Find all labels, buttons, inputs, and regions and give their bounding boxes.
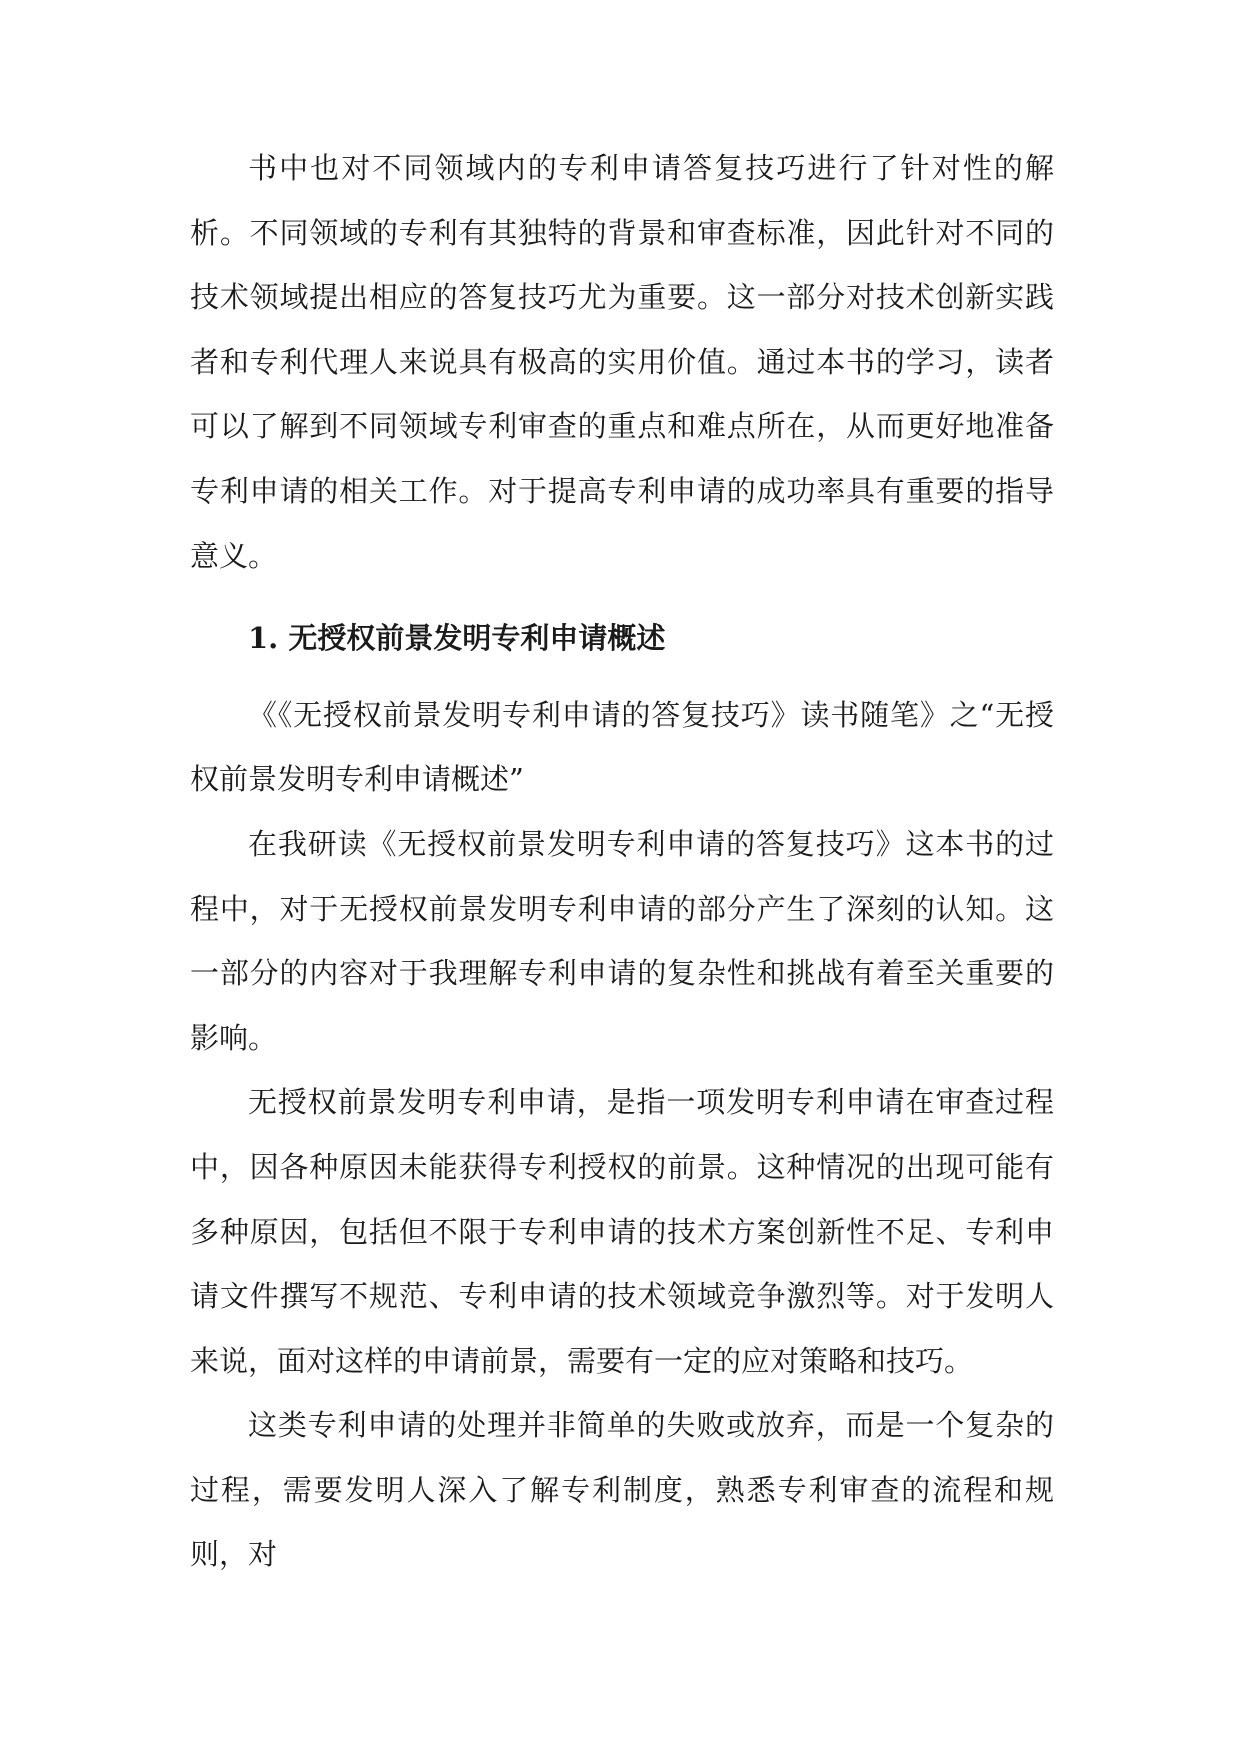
paragraph-handling: 这类专利申请的处理并非简单的失败或放弃，而是一个复杂的过程，需要发明人深入了解专利制度，熟悉专利审查的流程和规则，对 (190, 1408, 1054, 1572)
paragraph-intro: 书中也对不同领域内的专利申请答复技巧进行了针对性的解析。不同领域的专利有其独特的背景和审查标准，因此针对不同的技术领域提出相应的答复技巧尤为重要。这一部分对技术创新实践者和专利代理人来说具有极高的实用价值。通过本书的学习，读者可以了解到不同领域专利审查的重点和难点所在，从而更好地准备专利申请的相关工作。对于提高专利申请的成功率具有重要的指导意义。 (190, 151, 1054, 573)
section-heading: 1. 无授权前景发明专利申请概述 (248, 621, 666, 656)
paragraph-title-quote: 《《无授权前景发明专利申请的答复技巧》读书随笔》之“无授权前景发明专利申请概述” (190, 697, 1054, 797)
body-text (190, 136, 1054, 1587)
paragraph-reading-note: 在我研读《无授权前景发明专利申请的答复技巧》这本书的过程中，对于无授权前景发明专利申请的部分产生了深刻的认知。这一部分的内容对于我理解专利申请的复杂性和挑战有着至关重要的影响。 (190, 826, 1054, 1055)
paragraph-definition: 无授权前景发明专利申请，是指一项发明专利申请在审查过程中，因各种原因未能获得专利授权的前景。这种情况的出现可能有多种原因，包括但不限于专利申请的技术方案创新性不足、专利申请文件撰写不规范、专利申请的技术领域竞争激烈等。对于发明人来说，面对这样的申请前景，需要有一定的应对策略和技巧。 (190, 1085, 1054, 1378)
